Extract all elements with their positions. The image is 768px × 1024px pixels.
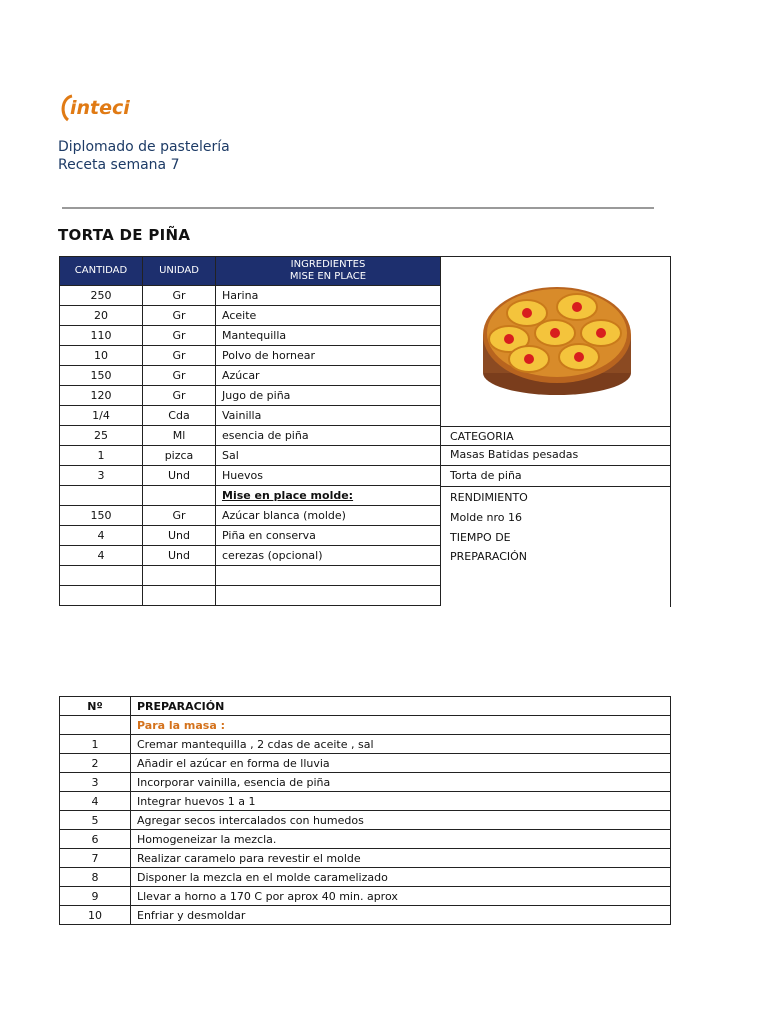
col-numero: Nº <box>60 697 131 716</box>
ingredient-cell <box>216 566 441 586</box>
qty-cell: 110 <box>60 326 143 346</box>
qty-cell: 25 <box>60 426 143 446</box>
unit-cell: Gr <box>143 326 216 346</box>
course-title: Diplomado de pastelería <box>58 139 230 155</box>
ingredient-cell: Harina <box>216 286 441 306</box>
qty-cell: 4 <box>60 526 143 546</box>
mold-heading: Mise en place molde: <box>216 486 441 506</box>
col-ingredientes-line2: MISE EN PLACE <box>289 271 367 282</box>
ingredient-cell: Azúcar <box>216 366 441 386</box>
table-row <box>60 566 441 586</box>
unit-cell <box>143 486 216 506</box>
panel-divider <box>441 465 670 466</box>
step-text: Homogeneizar la mezcla. <box>131 830 671 849</box>
qty-cell: 1 <box>60 446 143 466</box>
ingredient-cell <box>216 586 441 606</box>
col-unidad: UNIDAD <box>143 257 216 286</box>
qty-cell: 120 <box>60 386 143 406</box>
unit-cell <box>143 586 216 606</box>
table-row <box>60 526 441 546</box>
unit-cell: Cda <box>143 406 216 426</box>
table-row <box>60 366 441 386</box>
inteci-logo <box>58 88 178 128</box>
ingredient-cell: Polvo de hornear <box>216 346 441 366</box>
col-preparacion: PREPARACIÓN <box>131 697 671 716</box>
step-number: 8 <box>60 868 131 887</box>
qty-cell: 4 <box>60 546 143 566</box>
panel-divider <box>441 426 670 427</box>
categoria-value: Masas Batidas pesadas <box>450 448 579 461</box>
table-row <box>60 586 441 606</box>
table-row <box>60 735 671 754</box>
table-row <box>60 887 671 906</box>
qty-cell: 3 <box>60 466 143 486</box>
unit-cell: Gr <box>143 506 216 526</box>
table-row <box>60 386 441 406</box>
step-text: Cremar mantequilla , 2 cdas de aceite , sal <box>131 735 671 754</box>
tiempo-label-1: TIEMPO DE <box>450 531 511 544</box>
unit-cell: Gr <box>143 346 216 366</box>
table-row <box>60 811 671 830</box>
table-row <box>60 506 441 526</box>
table-row <box>60 306 441 326</box>
panel-divider <box>441 486 670 487</box>
table-row <box>60 830 671 849</box>
table-row <box>60 406 441 426</box>
step-text: Disponer la mezcla en el molde caramelizado <box>131 868 671 887</box>
section-heading: Para la masa : <box>131 716 671 735</box>
qty-cell: 1/4 <box>60 406 143 426</box>
table-row <box>60 286 441 306</box>
unit-cell: Und <box>143 546 216 566</box>
ingredients-table <box>59 256 441 606</box>
qty-cell <box>60 486 143 506</box>
step-number: 10 <box>60 906 131 925</box>
unit-cell: Gr <box>143 306 216 326</box>
unit-cell: Gr <box>143 386 216 406</box>
qty-cell <box>60 586 143 606</box>
week-title: Receta semana 7 <box>58 157 180 173</box>
qty-cell: 10 <box>60 346 143 366</box>
ingredient-cell: Vainilla <box>216 406 441 426</box>
unit-cell: Gr <box>143 366 216 386</box>
step-text: Realizar caramelo para revestir el molde <box>131 849 671 868</box>
ingredient-cell: cerezas (opcional) <box>216 546 441 566</box>
rendimiento-label: RENDIMIENTO <box>450 491 528 504</box>
table-row <box>60 346 441 366</box>
categoria-label: CATEGORIA <box>450 430 514 443</box>
step-number: 4 <box>60 792 131 811</box>
ingredient-cell: Mantequilla <box>216 326 441 346</box>
table-row <box>60 446 441 466</box>
step-text: Integrar huevos 1 a 1 <box>131 792 671 811</box>
logo-text: inteci <box>70 97 130 119</box>
step-number <box>60 716 131 735</box>
step-number: 9 <box>60 887 131 906</box>
recipe-title: TORTA DE PIÑA <box>58 226 191 244</box>
qty-cell <box>60 566 143 586</box>
ingredient-cell: Sal <box>216 446 441 466</box>
table-row <box>60 868 671 887</box>
unit-cell: pizca <box>143 446 216 466</box>
ingredient-cell: esencia de piña <box>216 426 441 446</box>
step-text: Agregar secos intercalados con humedos <box>131 811 671 830</box>
ingredient-cell: Jugo de piña <box>216 386 441 406</box>
unit-cell: Ml <box>143 426 216 446</box>
preparation-table <box>59 696 671 925</box>
step-number: 7 <box>60 849 131 868</box>
ingredient-cell: Huevos <box>216 466 441 486</box>
step-text: Añadir el azúcar en forma de lluvia <box>131 754 671 773</box>
table-row <box>60 426 441 446</box>
table-row <box>60 486 441 506</box>
step-number: 2 <box>60 754 131 773</box>
qty-cell: 250 <box>60 286 143 306</box>
table-row <box>60 754 671 773</box>
col-cantidad: CANTIDAD <box>60 257 143 286</box>
tiempo-label-2: PREPARACIÓN <box>450 550 528 563</box>
cake-image <box>479 275 635 403</box>
unit-cell <box>143 566 216 586</box>
ingredient-cell: Aceite <box>216 306 441 326</box>
step-number: 6 <box>60 830 131 849</box>
table-row <box>60 792 671 811</box>
divider <box>62 207 654 209</box>
table-row <box>60 773 671 792</box>
step-text: Enfriar y desmoldar <box>131 906 671 925</box>
step-text: Llevar a horno a 170 C por aprox 40 min. aprox <box>131 887 671 906</box>
qty-cell: 20 <box>60 306 143 326</box>
table-row <box>60 849 671 868</box>
col-ingredientes-line1: INGREDIENTES <box>290 259 366 270</box>
step-text: Incorporar vainilla, esencia de piña <box>131 773 671 792</box>
table-row <box>60 546 441 566</box>
ingredient-cell: Azúcar blanca (molde) <box>216 506 441 526</box>
table-row <box>60 716 671 735</box>
table-row <box>60 906 671 925</box>
ingredient-cell: Piña en conserva <box>216 526 441 546</box>
panel-divider <box>441 445 670 446</box>
unit-cell: Gr <box>143 286 216 306</box>
col-ingredientes <box>216 257 441 286</box>
rendimiento-value: Molde nro 16 <box>450 511 522 524</box>
recipe-info-panel <box>441 256 671 607</box>
table-row <box>60 326 441 346</box>
qty-cell: 150 <box>60 506 143 526</box>
qty-cell: 150 <box>60 366 143 386</box>
step-number: 1 <box>60 735 131 754</box>
unit-cell: Und <box>143 466 216 486</box>
unit-cell: Und <box>143 526 216 546</box>
step-number: 3 <box>60 773 131 792</box>
table-row <box>60 466 441 486</box>
step-number: 5 <box>60 811 131 830</box>
recipe-name: Torta de piña <box>450 469 522 482</box>
